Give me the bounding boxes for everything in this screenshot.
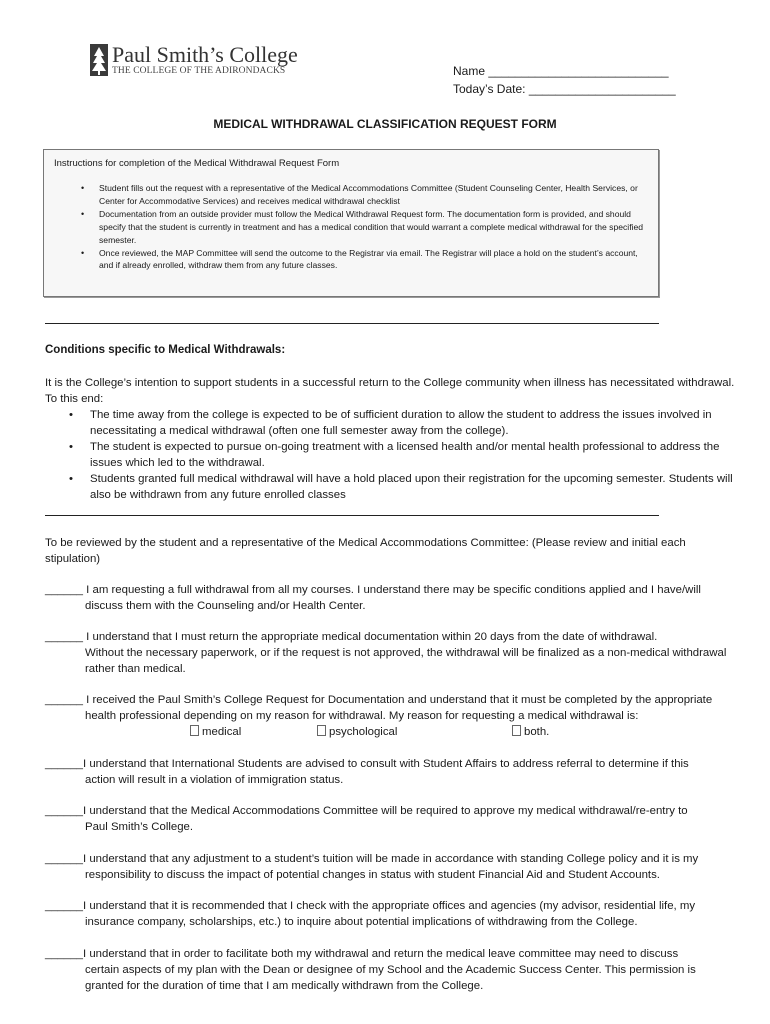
conditions-heading: Conditions specific to Medical Withdrawals: — [45, 344, 286, 356]
stipulation-2[interactable]: ______ I understand that I must return the appropriate medical documentation within 20 days from the date of withdrawal. Without the necessary paperwork, or if the request is not approved, the withdrawal will be finalized as a non-medical withdrawal rather than medical. — [45, 631, 727, 675]
checkbox-icon[interactable] — [512, 725, 521, 736]
tree-logo-icon — [90, 44, 108, 76]
instructions-title: Instructions for completion of the Medical Withdrawal Request Form — [54, 158, 340, 169]
list-item: • The time away from the college is expected to be of sufficient duration to allow the student to address the issues involved in necessitating a medical withdrawal (often one full semester away from the college). — [69, 409, 712, 437]
divider — [45, 323, 659, 324]
reason-options — [45, 724, 735, 740]
college-name: Paul Smith’s College — [112, 42, 298, 67]
college-tagline: THE COLLEGE OF THE ADIRONDACKS — [112, 66, 286, 76]
form-title: MEDICAL WITHDRAWAL CLASSIFICATION REQUEST FORM — [213, 117, 557, 131]
college-logo — [90, 44, 330, 80]
divider — [45, 515, 659, 516]
stipulation-7[interactable]: ______I understand that it is recommended that I check with the appropriate offices and agencies (my advisor, residential life, my insurance company, scholarships, etc.) to inquire about potential implications of withdrawing from the College. — [45, 900, 696, 928]
reason-medical-option[interactable]: medical — [190, 724, 241, 740]
instructions-list — [54, 182, 650, 272]
conditions-list — [45, 407, 735, 503]
stipulation-6[interactable]: ______I understand that any adjustment to a student’s tuition will be made in accordance with standing College policy and it is my responsibility to discuss the impact of potential changes in status with student Financial Aid and Student Accounts. — [45, 853, 699, 881]
list-item: • Documentation from an outside provider must follow the Medical Withdrawal Request form. The documentation form is provided, and should specify that the student is currently in treatment and has a medical condition that would warrant a complete medical withdrawal for the specified semester. — [81, 208, 644, 245]
list-item: • Once reviewed, the MAP Committee will send the outcome to the Registrar via email. The Registrar will place a hold on the student’s account, and if already enrolled, withdraw them from any future classes. — [81, 247, 638, 271]
review-intro: To be reviewed by the student and a representative of the Medical Accommodations Committee: (Please review and initial each stipulation) — [45, 537, 686, 565]
conditions-intro: It is the College’s intention to support students in a successful return to the College community when illness has necessitated withdrawal. To this end: — [45, 377, 735, 405]
checkbox-icon[interactable] — [317, 725, 326, 736]
list-item: • The student is expected to pursue on-going treatment with a licensed health and/or mental health professional to address the issues which led to the withdrawal. — [69, 441, 720, 469]
reason-psychological-option[interactable]: psychological — [317, 724, 397, 740]
name-field[interactable]: Name ___________________________ — [453, 64, 669, 78]
list-item: • Students granted full medical withdrawal will have a hold placed upon their registration for the upcoming semester. Students will also be withdrawn from any future enrolled classes — [69, 473, 733, 501]
date-field[interactable]: Today’s Date: ______________________ — [453, 82, 676, 96]
checkbox-icon[interactable] — [190, 725, 199, 736]
stipulation-4[interactable]: ______I understand that International Students are advised to consult with Student Affairs to address referral to determine if this action will result in a violation of immigration status. — [45, 758, 689, 786]
reason-both-option[interactable]: both. — [512, 724, 549, 740]
stipulation-3[interactable]: ______ I received the Paul Smith’s College Request for Documentation and understand that it must be completed by the appropriate health professional depending on my reason for withdrawal. My reason for requesting a medical withdrawal is: medical psychological both. — [45, 692, 735, 740]
stipulation-5[interactable]: ______I understand that the Medical Accommodations Committee will be required to approve my medical withdrawal/re-entry to Paul Smith’s College. — [45, 805, 688, 833]
stipulation-1[interactable]: ______ I am requesting a full withdrawal from all my courses. I understand there may be specific conditions applied and I have/will discuss them with the Counseling and/or Health Center. — [45, 584, 701, 612]
stipulation-8[interactable]: ______I understand that in order to facilitate both my withdrawal and return the medical leave committee may need to discuss certain aspects of my plan with the Dean or designee of my School and the Academic Success Center. This permission is granted for the duration of time that I am medically withdrawn from the College. — [45, 948, 696, 992]
list-item: • Student fills out the request with a representative of the Medical Accommodations Committee (Student Counseling Center, Health Services, or Center for Accommodative Services) and receives medical withdrawal checklist — [81, 183, 638, 206]
instructions-box — [43, 149, 659, 297]
